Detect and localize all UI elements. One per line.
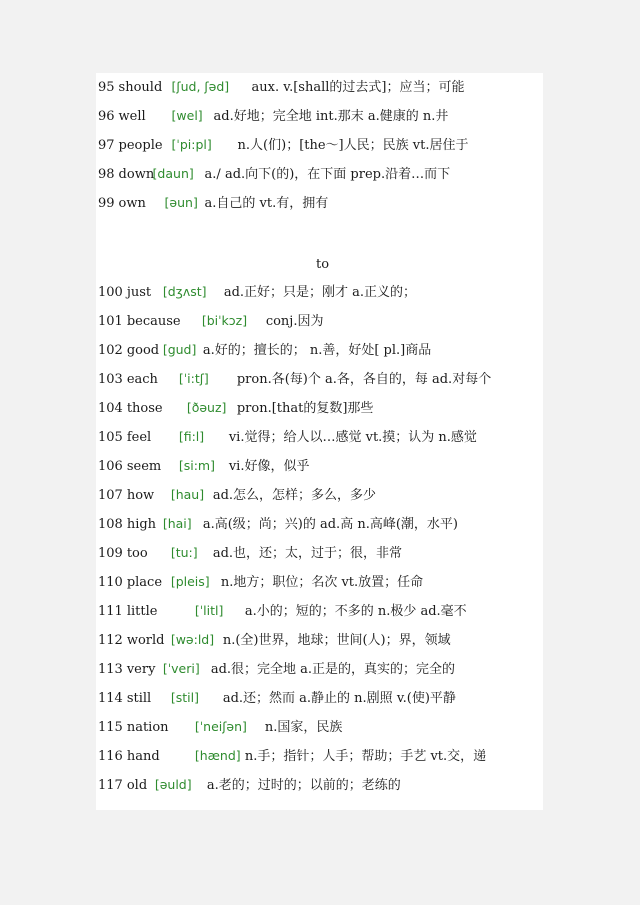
entry-number: 104: [98, 401, 123, 416]
entry-definition: pron.[that的复数]那些: [236, 401, 374, 416]
vocab-entry: [98, 484, 376, 506]
vocab-entry: [98, 716, 342, 738]
entry-phonetic: [gud]: [162, 342, 197, 357]
entry-number: 117: [98, 778, 123, 793]
entry-phonetic: [ˈneiʃən]: [194, 719, 247, 734]
entry-phonetic: [hænd]: [194, 748, 241, 763]
vocab-entry: [98, 600, 467, 622]
entry-number: 107: [98, 488, 123, 503]
entry-definition: n.手；指针；人手；帮助；手艺 vt.交，递: [244, 749, 487, 764]
vocab-entry: [98, 658, 455, 680]
vocab-entry: [98, 397, 373, 419]
entry-definition: a.好的；擅长的； n.善，好处[ pl.]商品: [202, 343, 432, 358]
entry-number: 108: [98, 517, 123, 532]
entry-number: 95: [98, 80, 115, 95]
entry-phonetic: [biˈkɔz]: [201, 313, 248, 328]
entry-phonetic: [ˈpi:pl]: [171, 137, 212, 152]
entry-number: 111: [98, 604, 123, 619]
vocab-entry: [98, 455, 309, 477]
entry-number: 102: [98, 343, 123, 358]
entry-word: world: [126, 633, 165, 648]
entry-definition: ad.很；完全地 a.正是的，真实的；完全的: [210, 662, 456, 677]
entry-definition: n.(全)世界，地球；世间(人)；界，领域: [222, 633, 451, 648]
section-heading: to: [315, 257, 330, 272]
entry-number: 113: [98, 662, 123, 677]
vocab-entry: [98, 629, 451, 651]
entry-phonetic: [pleis]: [170, 574, 210, 589]
entry-number: 105: [98, 430, 123, 445]
entry-word: those: [126, 401, 163, 416]
entry-word: because: [126, 314, 181, 329]
entry-word: old: [126, 778, 148, 793]
entry-word: good: [126, 343, 160, 358]
entry-phonetic: [ˈveri]: [162, 661, 200, 676]
vocab-entry: [98, 513, 458, 535]
entry-word: nation: [126, 720, 169, 735]
entry-phonetic: [hai]: [162, 516, 192, 531]
entry-word: little: [126, 604, 158, 619]
vocab-entry: [98, 310, 323, 332]
entry-definition: a.老的；过时的；以前的；老练的: [206, 778, 401, 793]
vocab-entry: [98, 774, 401, 796]
entry-definition: ad.正好；只是；刚才 a.正义的；: [223, 285, 417, 300]
entry-number: 96: [98, 109, 115, 124]
entry-number: 106: [98, 459, 123, 474]
word-list-page: [96, 73, 543, 810]
entry-word: each: [126, 372, 158, 387]
entry-word: place: [126, 575, 163, 590]
entry-phonetic: [daun]: [152, 166, 194, 181]
entry-phonetic: [ðəuz]: [186, 400, 227, 415]
entry-definition: pron.各(每)个 a.各，各自的，每 ad.对每个: [236, 372, 492, 387]
entry-definition: n.国家，民族: [264, 720, 343, 735]
entry-definition: ad.怎么，怎样；多么，多少: [212, 488, 377, 503]
entry-number: 100: [98, 285, 123, 300]
entry-number: 112: [98, 633, 123, 648]
vocab-entry: [98, 163, 450, 185]
entry-phonetic: [əuld]: [154, 777, 192, 792]
entry-phonetic: [tu:]: [170, 545, 198, 560]
entry-number: 99: [98, 196, 115, 211]
entry-definition: a.高(级；尚；兴)的 ad.高 n.高峰(潮，水平): [202, 517, 458, 532]
entry-phonetic: [hau]: [170, 487, 205, 502]
entry-phonetic: [ʃud, ʃəd]: [171, 79, 230, 94]
entry-definition: a.自己的 vt.有，拥有: [204, 196, 329, 211]
entry-phonetic: [ˈlitl]: [194, 603, 224, 618]
vocab-entry: [98, 542, 402, 564]
entry-phonetic: [ˈi:tʃ]: [178, 371, 209, 386]
vocab-entry: [98, 105, 448, 127]
vocab-entry: [98, 134, 468, 156]
entry-number: 103: [98, 372, 123, 387]
vocab-entry: [98, 192, 328, 214]
entry-word: high: [126, 517, 157, 532]
entry-phonetic: [stil]: [170, 690, 199, 705]
entry-definition: aux. v.[shall的过去式]；应当；可能: [251, 80, 465, 95]
entry-definition: a./ ad.向下(的)，在下面 prep.沿着…而下: [204, 167, 451, 182]
entry-definition: n.人(们)；[the～]人民；民族 vt.居住于: [237, 138, 469, 153]
entry-phonetic: [əun]: [164, 195, 198, 210]
entry-number: 116: [98, 749, 123, 764]
entry-definition: vi.好像，似乎: [228, 459, 310, 474]
entry-phonetic: [si:m]: [178, 458, 215, 473]
entry-word: own: [118, 196, 146, 211]
entry-definition: ad.还；然而 a.静止的 n.剧照 v.(使)平静: [222, 691, 456, 706]
entry-word: still: [126, 691, 152, 706]
entry-number: 114: [98, 691, 123, 706]
entry-phonetic: [wel]: [171, 108, 203, 123]
entry-word: too: [126, 546, 148, 561]
vocab-entry: [98, 76, 464, 98]
entry-number: 109: [98, 546, 123, 561]
entry-word: should: [118, 80, 163, 95]
vocab-entry: [98, 687, 456, 709]
entry-number: 110: [98, 575, 123, 590]
entry-definition: vi.觉得；给人以…感觉 vt.摸；认为 n.感觉: [228, 430, 477, 445]
vocab-entry: [98, 745, 486, 767]
entry-number: 97: [98, 138, 115, 153]
entry-word: very: [126, 662, 156, 677]
entry-number: 98: [98, 167, 115, 182]
entry-word: seem: [126, 459, 162, 474]
entry-definition: ad.也，还；太，过于；很，非常: [212, 546, 403, 561]
entry-word: feel: [126, 430, 152, 445]
entry-word: hand: [126, 749, 160, 764]
entry-number: 101: [98, 314, 123, 329]
vocab-entry: [98, 281, 416, 303]
entry-word: how: [126, 488, 155, 503]
vocab-entry: [98, 571, 423, 593]
entry-word: just: [126, 285, 152, 300]
entry-word: well: [118, 109, 146, 124]
vocab-entry: [98, 368, 491, 390]
entry-definition: a.小的；短的；不多的 n.极少 ad.毫不: [244, 604, 467, 619]
entry-definition: conj.因为: [265, 314, 324, 329]
vocab-entry: [98, 339, 431, 361]
entry-number: 115: [98, 720, 123, 735]
entry-word: down: [118, 167, 155, 182]
entry-phonetic: [wə:ld]: [170, 632, 215, 647]
entry-definition: ad.好地；完全地 int.那末 a.健康的 n.井: [213, 109, 449, 124]
entry-phonetic: [dʒʌst]: [162, 284, 207, 299]
entry-definition: n.地方；职位；名次 vt.放置；任命: [220, 575, 424, 590]
vocab-entry: [98, 426, 477, 448]
entry-word: people: [118, 138, 163, 153]
entry-phonetic: [fi:l]: [178, 429, 205, 444]
